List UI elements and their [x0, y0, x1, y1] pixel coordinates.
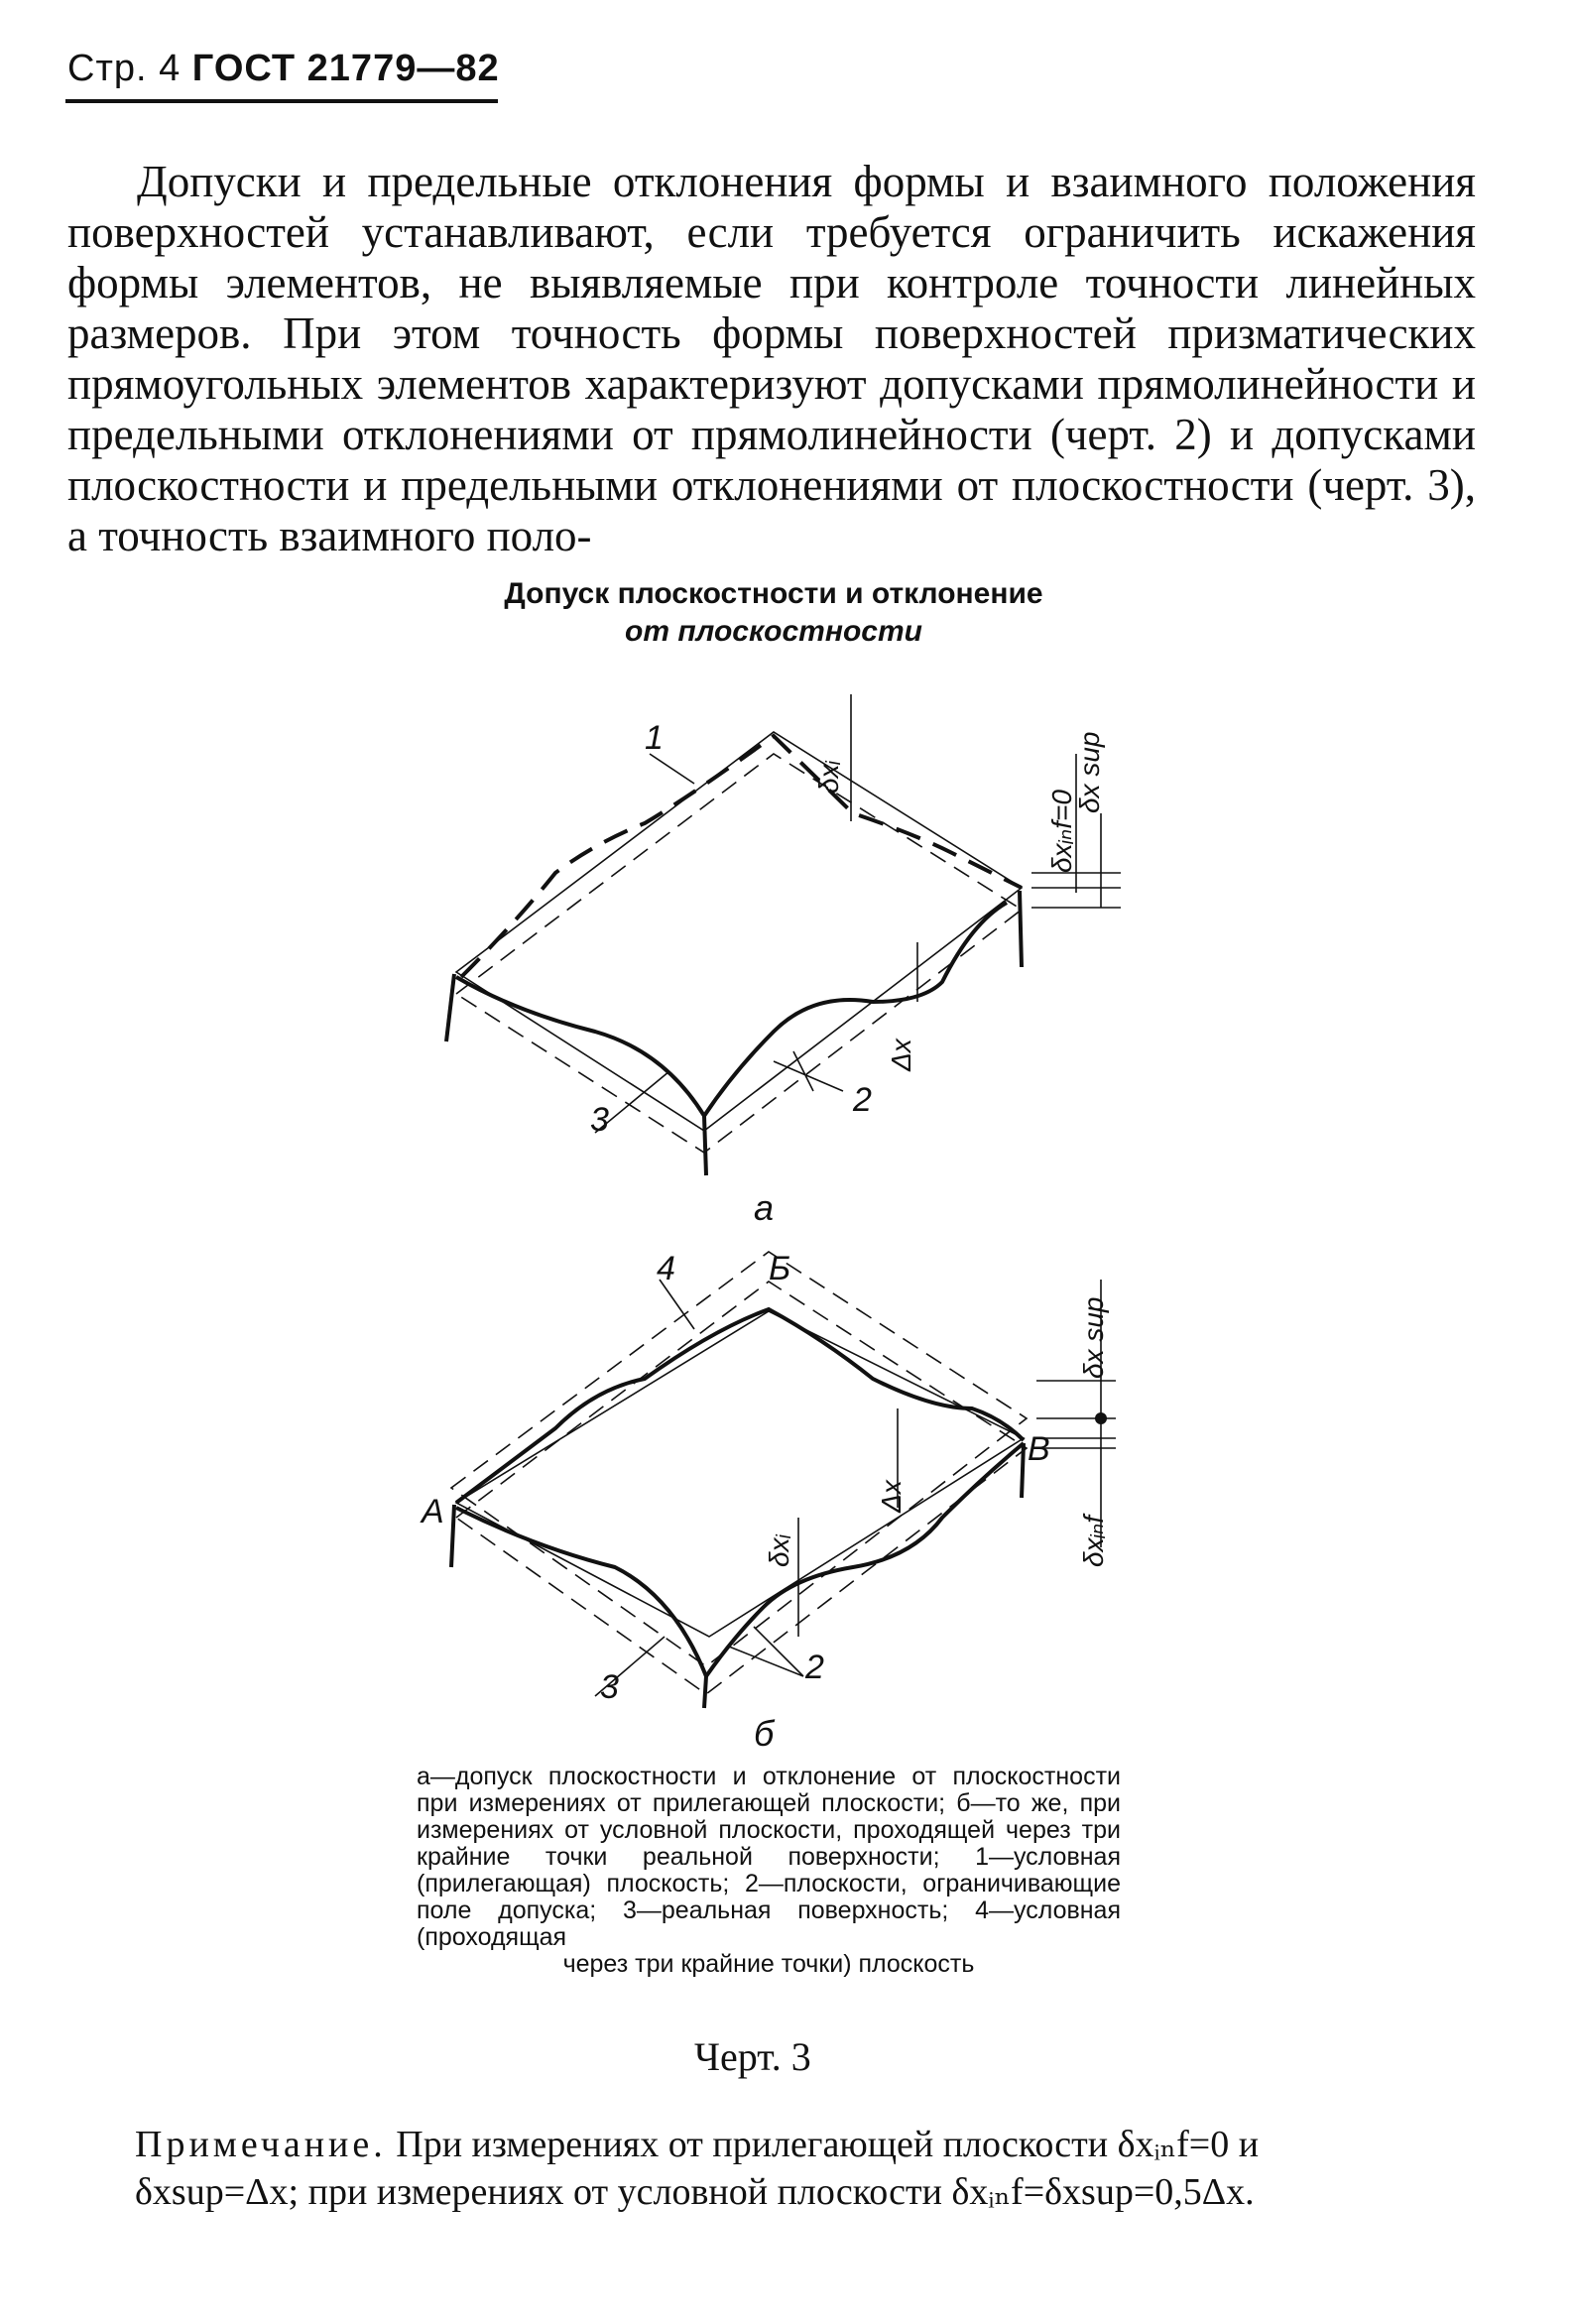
dim-b-dxinf: δxᵢₙf	[1078, 1516, 1109, 1567]
note-text-1: При измерениях от прилегающей плоскости δxᵢₙf=0 и	[386, 2124, 1260, 2165]
dim-b-Dx: Δx	[876, 1480, 907, 1513]
dim-b-dxi: δxᵢ	[764, 1533, 794, 1567]
callout-b-4: 4	[657, 1250, 675, 1287]
leg-front	[704, 1116, 706, 1175]
real-surface-edge	[456, 903, 1007, 1116]
drawing-a	[446, 694, 1121, 1175]
conditional-plane	[456, 1311, 1024, 1637]
callout-a-1: 1	[645, 719, 664, 757]
callout-a-2: 2	[853, 1081, 872, 1119]
note-label: Примечание.	[135, 2124, 387, 2165]
figure-title-line2: от плоскостности	[625, 615, 922, 648]
tolerance-plane-b-outer	[451, 1252, 1027, 1666]
point-V: В	[1028, 1430, 1050, 1468]
midpoint-dot	[1095, 1412, 1107, 1424]
leader-2	[774, 1051, 843, 1091]
point-A: А	[422, 1493, 444, 1530]
figure-title-line1: Допуск плоскостности и отклонение	[504, 577, 1043, 610]
figure-caption	[417, 1764, 1121, 1978]
standard-number: ГОСТ 21779—82	[191, 48, 500, 89]
drawing-a-label: а	[754, 1187, 775, 1228]
drawing-b-label: б	[754, 1713, 775, 1754]
caption-text: а—допуск плоскостности и отклонение от плоскостности при измерениях от прилегающей плоскости; б—то же, при измерениях от условной плоскости, проходящей через три крайние точки реальной поверхности; 1—условная (прилегающая) плоскость; 2—плоскости, ограничивающие поле допуска; 3—реальная поверхность; 4—условная (проходящая	[417, 1763, 1121, 1951]
callout-b-3: 3	[600, 1668, 619, 1706]
real-surface-back	[456, 1309, 1024, 1503]
real-surface-front	[456, 1443, 1024, 1676]
callout-b-2: 2	[805, 1649, 824, 1686]
figure-number: Черт. 3	[694, 2034, 811, 2079]
caption-last-line: через три крайние точки) плоскость	[562, 1950, 975, 1978]
dim-a-dxinf: δxᵢₙf=0	[1046, 790, 1077, 873]
page-number: Стр. 4	[67, 48, 182, 89]
drawing-b-labels	[420, 1250, 1109, 1754]
dim-a-dxsup: δx sup	[1074, 731, 1105, 813]
dim-a-Dx: Δx	[886, 1039, 916, 1071]
leg-b-right	[1022, 1443, 1024, 1498]
callout-a-3: 3	[590, 1101, 609, 1139]
leg-b-front	[704, 1676, 706, 1708]
leg-b-left	[451, 1505, 454, 1567]
leader-1	[650, 754, 694, 784]
point-B: Б	[769, 1250, 791, 1287]
leg-left	[446, 974, 454, 1041]
dim-a-dxi: δxᵢ	[813, 760, 844, 794]
dim-b-dxsup: δx sup	[1078, 1296, 1109, 1379]
note	[135, 2121, 1464, 2216]
drawing-b	[451, 1252, 1116, 1708]
note-text-2: δxsup=Δx; при измерениях от условной плоскости δxᵢₙf=δxsup=0,5Δx.	[135, 2171, 1255, 2213]
body-text: Допуски и предельные отклонения формы и взаимного положения поверхностей устанавливают, если требуется ограничить искажения формы элементов, не выявляемые при контроле точности линейных размеров. При этом точность формы поверхностей призматических прямоугольных элементов характеризуют допусками прямолинейности и предельными отклонениями от прямолинейности (черт. 2) и допусками плоскостности и предельными отклонениями от плоскостности (черт. 3), а точность взаимного поло-	[67, 157, 1476, 560]
drawing-a-labels	[590, 719, 1105, 1228]
leg-right	[1020, 891, 1022, 967]
